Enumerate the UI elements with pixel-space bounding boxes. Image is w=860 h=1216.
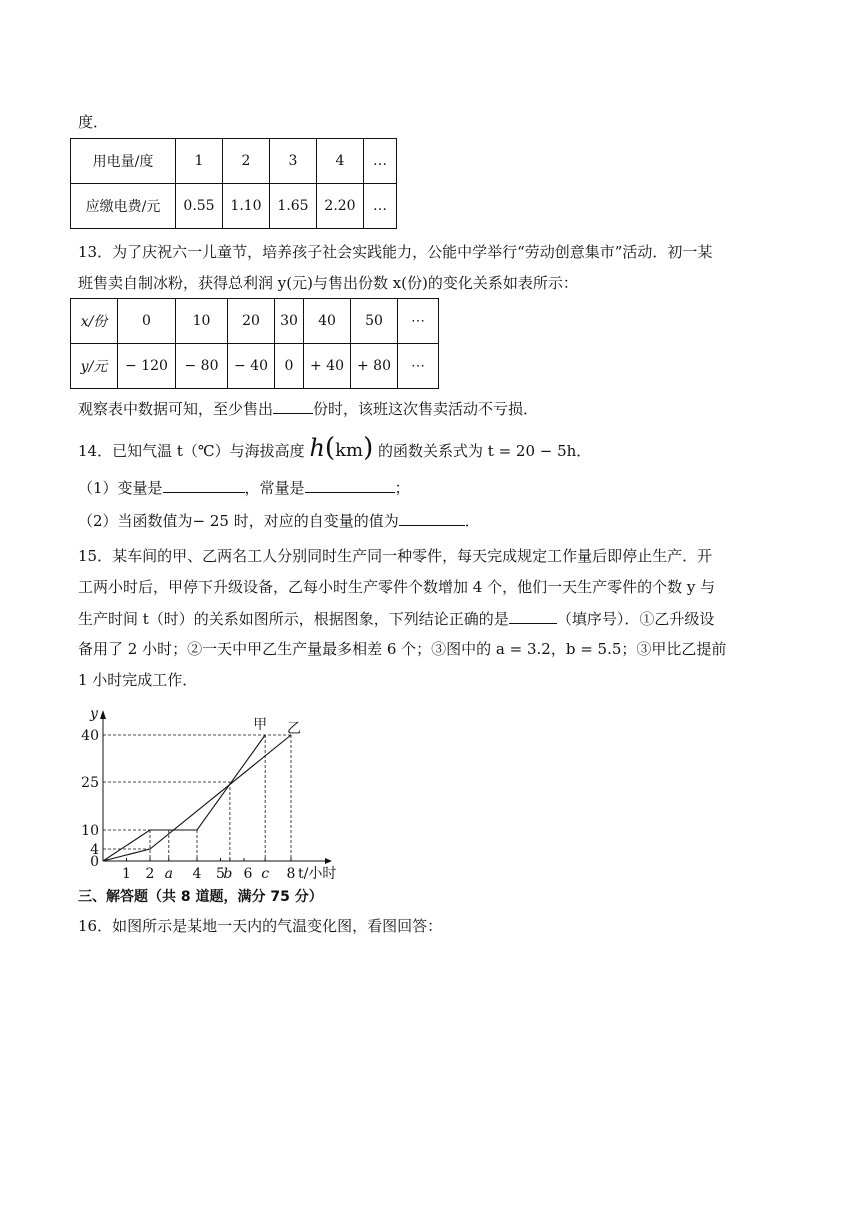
q13-line-2: 班售卖自制冰粉，获得总利润 y(元)与售出份数 x(份)的变化关系如表所示： bbox=[78, 274, 578, 292]
x-tick-label: a bbox=[164, 866, 173, 882]
q15-line-3 bbox=[78, 607, 714, 630]
table-cell: − 80 bbox=[176, 344, 228, 389]
q13-text-a: 观察表中数据可知，至少售出 bbox=[78, 400, 274, 418]
y-tick-label: 25 bbox=[81, 775, 99, 791]
y-tick-label: 4 bbox=[90, 842, 99, 858]
q14-sub2-a: （2）当函数值为− 25 时，对应的自变量的值为 bbox=[78, 512, 399, 530]
q15-text-a: 生产时间 t（时）的关系如图所示，根据图象，下列结论正确的是 bbox=[78, 610, 509, 628]
x-tick-label: 1 bbox=[122, 866, 131, 882]
x-tick-label: 2 bbox=[145, 866, 155, 882]
table-cell: 0 bbox=[118, 299, 176, 344]
answer-blank[interactable] bbox=[305, 476, 395, 493]
table-row bbox=[71, 184, 397, 229]
table-row bbox=[71, 344, 439, 389]
q14-text-b: 的函数关系式为 t = 20 − 5h． bbox=[378, 442, 592, 460]
q14-sub-2 bbox=[78, 509, 480, 532]
table-cell: 1 bbox=[176, 139, 223, 184]
table-row bbox=[71, 299, 439, 344]
y-tick-label: 40 bbox=[81, 728, 99, 744]
y-tick-label: 10 bbox=[81, 823, 99, 839]
y-tick-label: 0 bbox=[90, 854, 99, 870]
q13-text-b: 份时，该班这次售卖活动不亏损． bbox=[313, 400, 539, 418]
series-label-yi: 乙 bbox=[287, 721, 301, 737]
q14-h-symbol: h bbox=[309, 434, 325, 462]
table-cell: + 80 bbox=[351, 344, 398, 389]
x-tick-label: 6 bbox=[243, 866, 253, 882]
table-cell: 0 bbox=[275, 344, 304, 389]
q14-sub-1 bbox=[78, 476, 410, 499]
answer-blank[interactable] bbox=[273, 397, 313, 414]
q13-answer-line bbox=[78, 397, 538, 420]
electricity-table bbox=[70, 138, 397, 229]
y-axis-arrow bbox=[100, 710, 106, 719]
q14-km-unit: km bbox=[335, 440, 364, 461]
q14-line-1: 14．已知气温 t（℃）与海拔高度 h(km) 的函数关系式为 t = 20 − 5h． bbox=[78, 433, 592, 463]
q16-line-1: 16．如图所示是某地一天内的气温变化图，看图回答： bbox=[78, 917, 443, 935]
profit-table bbox=[70, 298, 439, 389]
table-cell: 40 bbox=[304, 299, 351, 344]
answer-blank[interactable] bbox=[163, 476, 245, 493]
x-tick-label: c bbox=[261, 866, 270, 882]
x-tick-label: b bbox=[223, 866, 233, 882]
table-cell: 20 bbox=[228, 299, 275, 344]
q15-line-1: 15．某车间的甲、乙两名工人分别同时生产同一种零件，每天完成规定工作量后即停止生产．开 bbox=[78, 547, 713, 565]
q15-line-4: 备用了 2 小时；②一天中甲乙生产量最多相差 6 个；③图中的 a = 3.2，b = 5.5；③甲比乙提前 bbox=[78, 640, 727, 658]
x-tick-label: 8 bbox=[286, 866, 296, 882]
series-label-jia: 甲 bbox=[253, 717, 268, 733]
x-axis-label: t/小时 bbox=[298, 866, 337, 882]
table-cell: − 120 bbox=[118, 344, 176, 389]
q15-line-2: 工两小时后，甲停下升级设备，乙每小时生产零件个数增加 4 个，他们一天生产零件的个数 y 与 bbox=[78, 578, 716, 596]
axis-labels bbox=[81, 706, 336, 882]
table-cell: 10 bbox=[176, 299, 228, 344]
table-cell: 2 bbox=[223, 139, 270, 184]
table-cell: 应缴电费/元 bbox=[71, 184, 176, 229]
x-tick-label: 5 bbox=[216, 866, 225, 882]
x-tick-label: 4 bbox=[192, 866, 202, 882]
table-cell: 用电量/度 bbox=[71, 139, 176, 184]
table-cell: 3 bbox=[270, 139, 317, 184]
table-cell: 1.10 bbox=[223, 184, 270, 229]
production-graph bbox=[70, 700, 360, 885]
table-cell: 1.65 bbox=[270, 184, 317, 229]
table-cell: + 40 bbox=[304, 344, 351, 389]
table-cell: 0.55 bbox=[176, 184, 223, 229]
table-cell: x/份 bbox=[71, 299, 118, 344]
answer-blank[interactable] bbox=[399, 509, 465, 526]
continued-text: 度． bbox=[78, 113, 109, 131]
q15-text-b: （填序号）．①乙升级设 bbox=[556, 610, 715, 628]
table-cell: − 40 bbox=[228, 344, 275, 389]
table-row bbox=[71, 139, 397, 184]
table-cell: … bbox=[364, 184, 397, 229]
table-cell: … bbox=[364, 139, 397, 184]
q15-line-5: 1 小时完成工作． bbox=[78, 671, 198, 689]
q14-sub1-a: （1）变量是 bbox=[78, 479, 163, 497]
section-heading: 三、解答题（共 8 道题，满分 75 分） bbox=[78, 889, 323, 905]
q14-sub1-b: ，常量是 bbox=[244, 479, 305, 497]
q14-sub1-c: ； bbox=[394, 479, 410, 497]
table-cell: y/元 bbox=[71, 344, 118, 389]
q14-text-a: 14．已知气温 t（℃）与海拔高度 bbox=[78, 442, 305, 460]
x-axis-arrow bbox=[325, 858, 332, 864]
table-cell: 2.20 bbox=[317, 184, 364, 229]
table-cell: ⋯ bbox=[398, 344, 439, 389]
table-cell: 30 bbox=[275, 299, 304, 344]
q14-sub2-b: ． bbox=[464, 512, 480, 530]
q13-line-1: 13．为了庆祝六一儿童节，培养孩子社会实践能力，公能中学举行“劳动创意集市”活动．初一某 bbox=[78, 243, 713, 261]
table-cell: 50 bbox=[351, 299, 398, 344]
y-axis-label: y bbox=[90, 706, 98, 722]
table-cell: ⋯ bbox=[398, 299, 439, 344]
table-cell: 4 bbox=[317, 139, 364, 184]
series-jia-line bbox=[103, 735, 265, 861]
answer-blank[interactable] bbox=[509, 607, 557, 624]
